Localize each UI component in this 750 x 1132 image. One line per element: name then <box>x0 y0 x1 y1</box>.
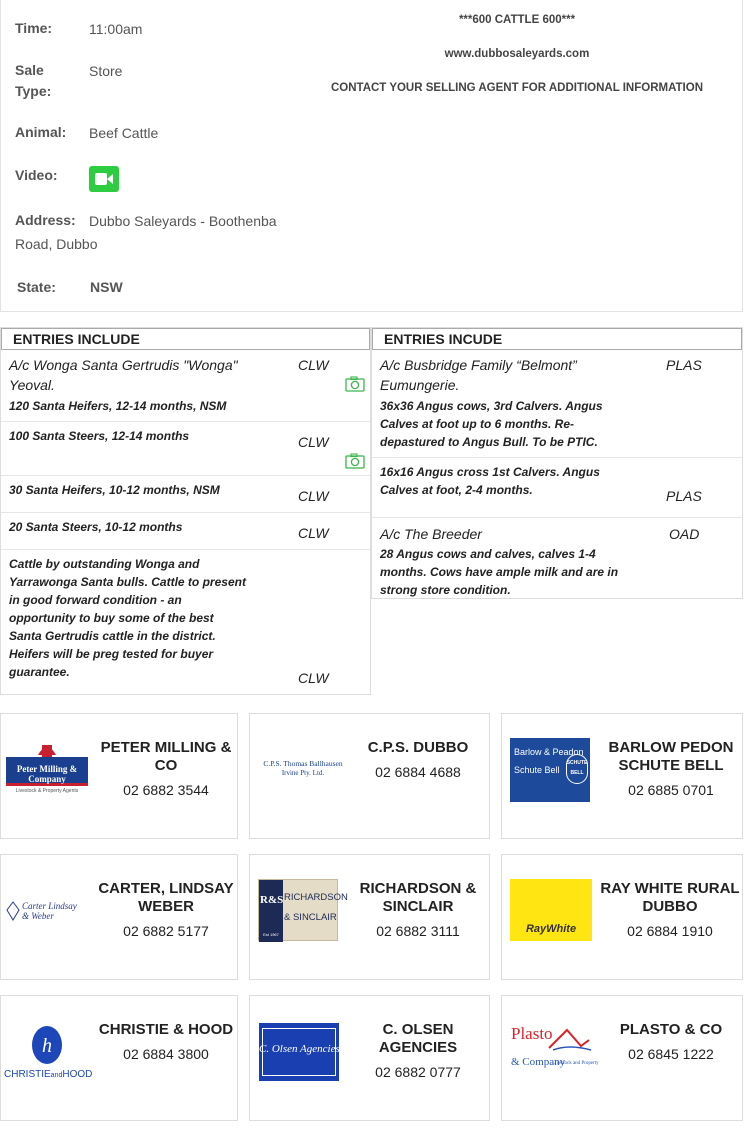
sale-type-label-2: Type: <box>15 83 52 99</box>
agent-name: PETER MILLING & <box>100 739 232 756</box>
entry-description-line: strong store condition. <box>380 583 511 597</box>
agent-name: RAY WHITE RURAL <box>600 880 740 897</box>
agent-card-c-olsen[interactable] <box>249 995 490 1121</box>
website-link[interactable]: www.dubbosaleyards.com <box>444 48 590 60</box>
agent-code: CLW <box>298 488 329 504</box>
agent-phone[interactable]: 02 6884 1910 <box>627 923 713 939</box>
address-label: Address: <box>15 212 76 228</box>
photo-camera-icon[interactable] <box>345 376 365 392</box>
entry-vendor: A/c Busbridge Family “Belmont” <box>380 357 577 373</box>
entry-description-line: opportunity to buy some of the best <box>9 611 214 625</box>
entry-description-line: 28 Angus cows and calves, calves 1-4 <box>380 547 596 561</box>
cps-logo <box>263 759 343 783</box>
agent-phone[interactable]: 02 6885 0701 <box>628 782 714 798</box>
sale-details-panel <box>0 0 743 312</box>
entry-vendor-location: Eumungerie. <box>380 377 460 393</box>
entry-row <box>372 350 742 458</box>
logo-text: Carter Lindsay <box>22 901 77 911</box>
logo-text: Livestock and Property <box>552 1061 599 1066</box>
agent-name-2: SCHUTE BELL <box>618 757 724 774</box>
logo-text: RayWhite <box>525 923 577 935</box>
agent-code: PLAS <box>666 488 702 504</box>
agent-name: PLASTO & CO <box>619 1021 723 1038</box>
agent-name: CHRISTIE & HOOD <box>98 1021 234 1038</box>
carter-lindsay-logo <box>6 899 88 923</box>
entry-description-line: guarantee. <box>9 665 70 679</box>
agent-code: CLW <box>298 525 329 541</box>
entry-row <box>1 550 370 694</box>
agent-phone[interactable]: 02 6884 4688 <box>375 764 461 780</box>
agent-phone[interactable]: 02 6882 0777 <box>375 1064 461 1080</box>
logo-text: Schute Bell <box>514 765 560 775</box>
entry-description-line: in good forward condition - an <box>9 593 182 607</box>
entry-description-line: 16x16 Angus cross 1st Calvers. Angus <box>380 465 600 479</box>
richardson-sinclair-logo <box>258 879 348 941</box>
logo-text: CHRISTIE <box>4 1069 51 1080</box>
address-value-2: Road, Dubbo <box>15 236 98 252</box>
entry-row <box>372 458 742 518</box>
entry-description-line: Santa Gertrudis cattle in the district. <box>9 629 216 643</box>
entry-row <box>1 476 370 513</box>
agent-card-richardson-sinclair[interactable] <box>249 854 490 980</box>
video-label: Video: <box>15 167 58 183</box>
agent-phone[interactable]: 02 6884 3800 <box>123 1046 209 1062</box>
entry-description: 20 Santa Steers, 10-12 months <box>9 520 183 534</box>
entry-description-line: Heifers will be preg tested for buyer <box>9 647 214 661</box>
photo-camera-icon[interactable] <box>345 453 365 469</box>
entry-description-line: depastured to Angus Bull. To be PTIC. <box>380 435 598 449</box>
agent-name: RICHARDSON & <box>359 880 477 897</box>
video-camera-icon[interactable] <box>89 166 119 192</box>
entry-vendor-location: Yeoval. <box>9 377 55 393</box>
logo-text: and <box>50 1072 63 1079</box>
agent-card-christie-hood[interactable] <box>0 995 238 1121</box>
logo-text: Irvine Pty. Ltd. <box>281 769 325 777</box>
agent-card-peter-milling[interactable] <box>0 713 238 839</box>
logo-text: C. Olsen Agencies <box>259 1043 340 1055</box>
barlow-pedon-logo <box>510 738 590 802</box>
sale-type-value: Store <box>89 63 123 79</box>
entries-left-panel <box>0 327 371 695</box>
time-label: Time: <box>15 20 53 36</box>
c-olsen-logo <box>259 1023 339 1081</box>
agent-code: PLAS <box>666 357 702 373</box>
logo-text: Est 1967 <box>263 932 279 937</box>
agent-name-2: WEBER <box>138 898 194 915</box>
agent-card-barlow-pedon[interactable] <box>501 713 743 839</box>
animal-value: Beef Cattle <box>89 125 159 141</box>
entry-vendor: A/c Wonga Santa Gertrudis "Wonga" <box>9 357 238 373</box>
entry-description-line: Yarrawonga Santa bulls. Cattle to present <box>9 575 246 589</box>
sale-type-label: Sale <box>15 62 44 78</box>
logo-text: BELL <box>570 770 584 776</box>
ray-white-logo <box>510 879 592 941</box>
entries-right-panel <box>371 327 743 599</box>
logo-text: HOOD <box>62 1069 93 1080</box>
agent-name-2: SINCLAIR <box>382 898 454 915</box>
agent-code: CLW <box>298 434 329 450</box>
entry-row <box>372 518 742 596</box>
agent-name-2: CO <box>154 757 178 774</box>
agent-card-plasto[interactable] <box>501 995 743 1121</box>
agent-name: C.P.S. DUBBO <box>367 739 469 756</box>
logo-text: Barlow & Peadon <box>514 747 584 757</box>
state-label: State: <box>17 279 56 295</box>
address-value-1: Dubbo Saleyards - Boothenba <box>89 213 277 229</box>
entry-description-line: 36x36 Angus cows, 3rd Calvers. Angus <box>380 399 603 413</box>
logo-text: R&S <box>260 894 284 906</box>
christie-hood-logo <box>4 1021 93 1085</box>
logo-text: Peter Milling & Company <box>16 764 78 784</box>
logo-text: & Company <box>511 1056 566 1068</box>
agent-phone[interactable]: 02 6845 1222 <box>628 1046 714 1062</box>
state-value: NSW <box>90 279 123 295</box>
agent-code: CLW <box>298 670 329 686</box>
logo-text: & Weber <box>22 911 54 921</box>
logo-text: & SINCLAIR <box>284 912 337 923</box>
agent-card-carter-lindsay[interactable] <box>0 854 238 980</box>
agent-name-2: DUBBO <box>642 898 698 915</box>
entry-description-line: Cattle by outstanding Wonga and <box>9 557 200 571</box>
svg-text:h: h <box>42 1035 52 1057</box>
contact-notice: CONTACT YOUR SELLING AGENT FOR ADDITIONAL INFORMATION <box>330 82 704 94</box>
headline: ***600 CATTLE 600*** <box>458 14 576 26</box>
agent-name-2: AGENCIES <box>378 1039 458 1056</box>
entry-description-line: months. Cows have ample milk and are in <box>380 565 619 579</box>
time-value: 11:00am <box>89 21 143 37</box>
agent-name: BARLOW PEDON <box>608 739 734 756</box>
entry-row <box>1 422 370 476</box>
plasto-logo <box>509 1020 599 1084</box>
entry-row <box>1 350 370 422</box>
logo-text: RICHARDSON <box>284 892 348 903</box>
logo-text: Plasto <box>511 1024 553 1043</box>
entry-description: 100 Santa Steers, 12-14 months <box>9 429 190 443</box>
logo-text: SCHUTE <box>566 760 588 766</box>
agent-name: CARTER, LINDSAY <box>98 880 234 897</box>
entry-description-line: Calves at foot, 2-4 months. <box>380 483 533 497</box>
peter-milling-logo <box>6 739 88 803</box>
entry-description: 30 Santa Heifers, 10-12 months, NSM <box>9 483 220 497</box>
entries-left-heading: ENTRIES INCLUDE <box>1 328 370 350</box>
logo-text: C.P.S. Thomas Ballhausen <box>263 759 343 768</box>
agent-code: OAD <box>669 526 700 542</box>
entry-description-line: Calves at foot up to 6 months. Re- <box>380 417 575 431</box>
entry-vendor: A/c The Breeder <box>380 526 482 542</box>
schute-bell-badge <box>566 754 588 784</box>
agent-card-ray-white[interactable] <box>501 854 743 980</box>
entries-right-heading: ENTRIES INCUDE <box>372 328 742 350</box>
animal-label: Animal: <box>15 124 67 140</box>
agent-code: CLW <box>298 357 329 373</box>
agent-phone[interactable]: 02 6882 5177 <box>123 923 209 939</box>
agent-name: C. OLSEN <box>382 1021 454 1038</box>
agent-phone[interactable]: 02 6882 3544 <box>123 782 209 798</box>
entry-description: 120 Santa Heifers, 12-14 months, NSM <box>9 399 227 413</box>
agent-card-cps-dubbo[interactable] <box>249 713 490 839</box>
entry-row <box>1 513 370 550</box>
agent-phone[interactable]: 02 6882 3111 <box>376 923 460 939</box>
logo-text: Livestock & Property Agents <box>15 788 79 794</box>
